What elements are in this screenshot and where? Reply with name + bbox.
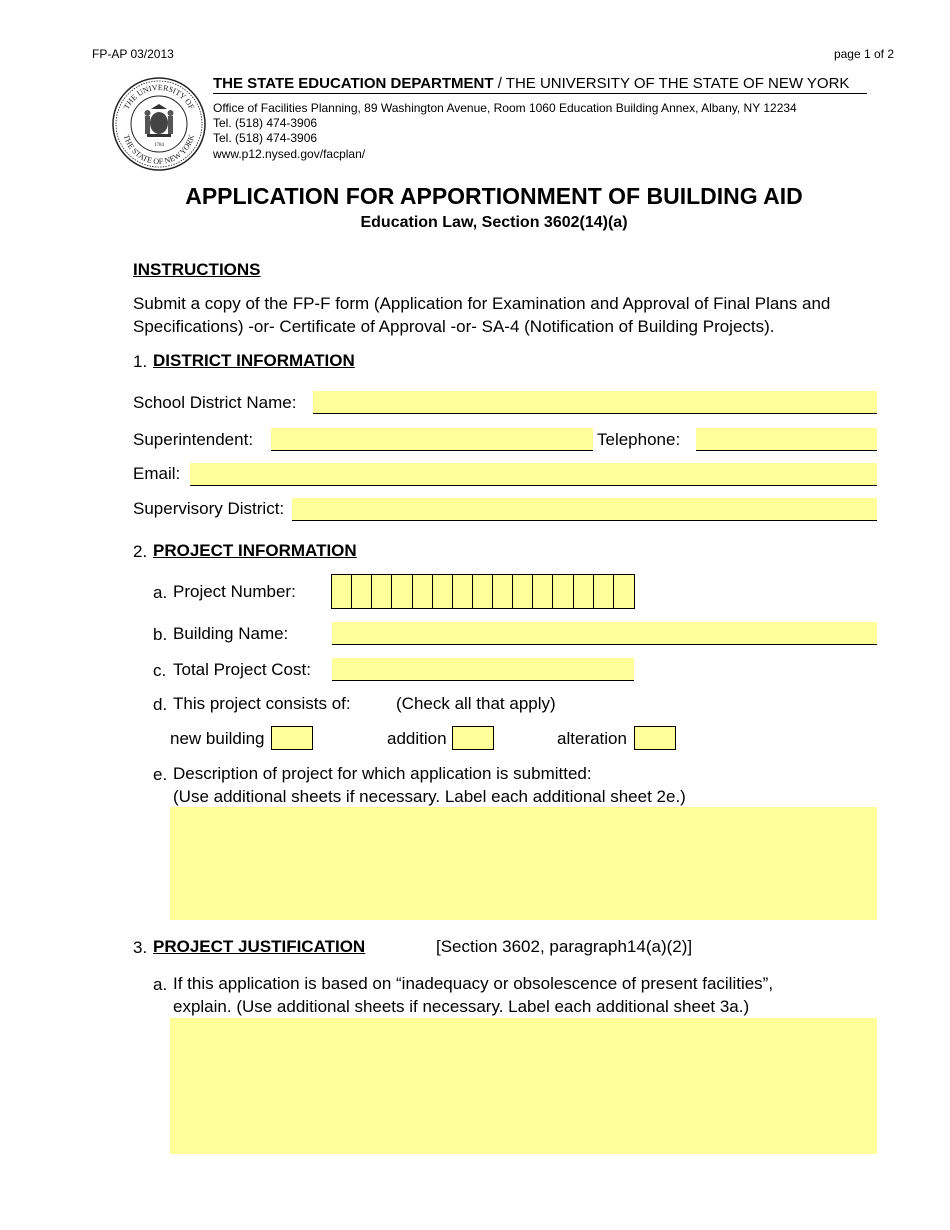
project-number-digit-box[interactable] xyxy=(513,575,533,608)
department-line xyxy=(213,75,867,94)
project-number-digit-box[interactable] xyxy=(433,575,453,608)
project-number-field[interactable] xyxy=(331,574,635,609)
section-1-number: 1. xyxy=(133,352,148,371)
description-note: (Use additional sheets if necessary. Label each additional sheet 2e.) xyxy=(173,787,686,806)
email-field[interactable] xyxy=(190,463,877,486)
seal-year: 1784 xyxy=(154,143,164,148)
seal-bottom-text: THE STATE OF NEW YORK xyxy=(121,133,197,167)
addition-label: addition xyxy=(387,729,447,748)
project-justification-textarea[interactable] xyxy=(170,1018,877,1154)
section-2-heading: PROJECT INFORMATION xyxy=(153,541,357,560)
telephone-label: Telephone: xyxy=(597,430,681,449)
item-a-letter: a. xyxy=(153,583,168,602)
supervisory-district-label: Supervisory District: xyxy=(133,499,285,518)
project-number-digit-box[interactable] xyxy=(392,575,412,608)
alteration-checkbox[interactable] xyxy=(634,726,676,750)
department-name: THE STATE EDUCATION DEPARTMENT xyxy=(213,75,494,92)
telephone-1: Tel. (518) 474-3906 xyxy=(213,116,318,130)
form-code: FP-AP 03/2013 xyxy=(92,47,174,61)
project-description-textarea[interactable] xyxy=(170,807,877,920)
office-address: Office of Facilities Planning, 89 Washington Avenue, Room 1060 Education Building Annex, Albany, NY 12234 xyxy=(213,101,797,115)
page-indicator: page 1 of 2 xyxy=(833,47,894,61)
website: www.p12.nysed.gov/facplan/ xyxy=(213,147,366,161)
section-2-number: 2. xyxy=(133,542,148,561)
item-3a-letter: a. xyxy=(153,975,168,994)
total-project-cost-label: Total Project Cost: xyxy=(173,660,311,679)
new-building-label: new building xyxy=(170,729,265,748)
project-number-digit-box[interactable] xyxy=(473,575,493,608)
telephone-field[interactable] xyxy=(696,428,877,451)
item-e-letter: e. xyxy=(153,765,168,784)
addition-checkbox[interactable] xyxy=(452,726,494,750)
project-number-digit-box[interactable] xyxy=(332,575,352,608)
school-district-field[interactable] xyxy=(313,391,877,414)
project-number-digit-box[interactable] xyxy=(372,575,392,608)
check-all-note: (Check all that apply) xyxy=(396,694,556,713)
project-number-digit-box[interactable] xyxy=(553,575,573,608)
superintendent-field[interactable] xyxy=(271,428,593,451)
telephone-2: Tel. (518) 474-3906 xyxy=(213,131,318,145)
project-number-digit-box[interactable] xyxy=(594,575,614,608)
building-name-field[interactable] xyxy=(332,622,877,645)
page-subtitle: Education Law, Section 3602(14)(a) xyxy=(360,214,628,231)
school-district-label: School District Name: xyxy=(133,393,297,412)
project-number-digit-box[interactable] xyxy=(533,575,553,608)
section-3-heading: PROJECT JUSTIFICATION xyxy=(153,937,366,956)
alteration-label: alteration xyxy=(557,729,627,748)
instructions-line-2: Specifications) -or- Certificate of Approval -or- SA-4 (Notification of Building Projects). xyxy=(133,317,775,336)
project-number-digit-box[interactable] xyxy=(413,575,433,608)
instructions-line-1: Submit a copy of the FP-F form (Application for Examination and Approval of Final Plans and xyxy=(133,294,831,313)
project-consists-label: This project consists of: xyxy=(173,694,351,713)
project-number-digit-box[interactable] xyxy=(493,575,513,608)
justification-line-1: If this application is based on “inadequacy or obsolescence of present facilities”, xyxy=(173,974,774,993)
description-label: Description of project for which application is submitted: xyxy=(173,764,592,783)
project-number-digit-box[interactable] xyxy=(453,575,473,608)
supervisory-district-field[interactable] xyxy=(292,498,877,521)
superintendent-label: Superintendent: xyxy=(133,430,254,449)
university-name: / THE UNIVERSITY OF THE STATE OF NEW YORK xyxy=(493,75,850,92)
section-1-heading: DISTRICT INFORMATION xyxy=(153,351,355,370)
building-name-label: Building Name: xyxy=(173,624,289,643)
item-c-letter: c. xyxy=(153,661,167,680)
nys-seal-icon xyxy=(111,76,207,172)
item-b-letter: b. xyxy=(153,625,168,644)
project-number-digit-box[interactable] xyxy=(352,575,372,608)
instructions-heading: INSTRUCTIONS xyxy=(133,260,261,279)
project-number-digit-box[interactable] xyxy=(574,575,594,608)
email-label: Email: xyxy=(133,464,181,483)
seal-top-text: THE UNIVERSITY OF xyxy=(121,82,197,111)
project-number-label: Project Number: xyxy=(173,582,296,601)
section-3-reference: [Section 3602, paragraph14(a)(2)] xyxy=(436,937,693,956)
total-project-cost-field[interactable] xyxy=(332,658,634,681)
project-number-digit-box[interactable] xyxy=(614,575,634,608)
section-3-number: 3. xyxy=(133,938,148,957)
new-building-checkbox[interactable] xyxy=(271,726,313,750)
item-d-letter: d. xyxy=(153,695,168,714)
page-title: APPLICATION FOR APPORTIONMENT OF BUILDING AID xyxy=(185,183,803,209)
justification-line-2: explain. (Use additional sheets if necessary. Label each additional sheet 3a.) xyxy=(173,997,750,1016)
